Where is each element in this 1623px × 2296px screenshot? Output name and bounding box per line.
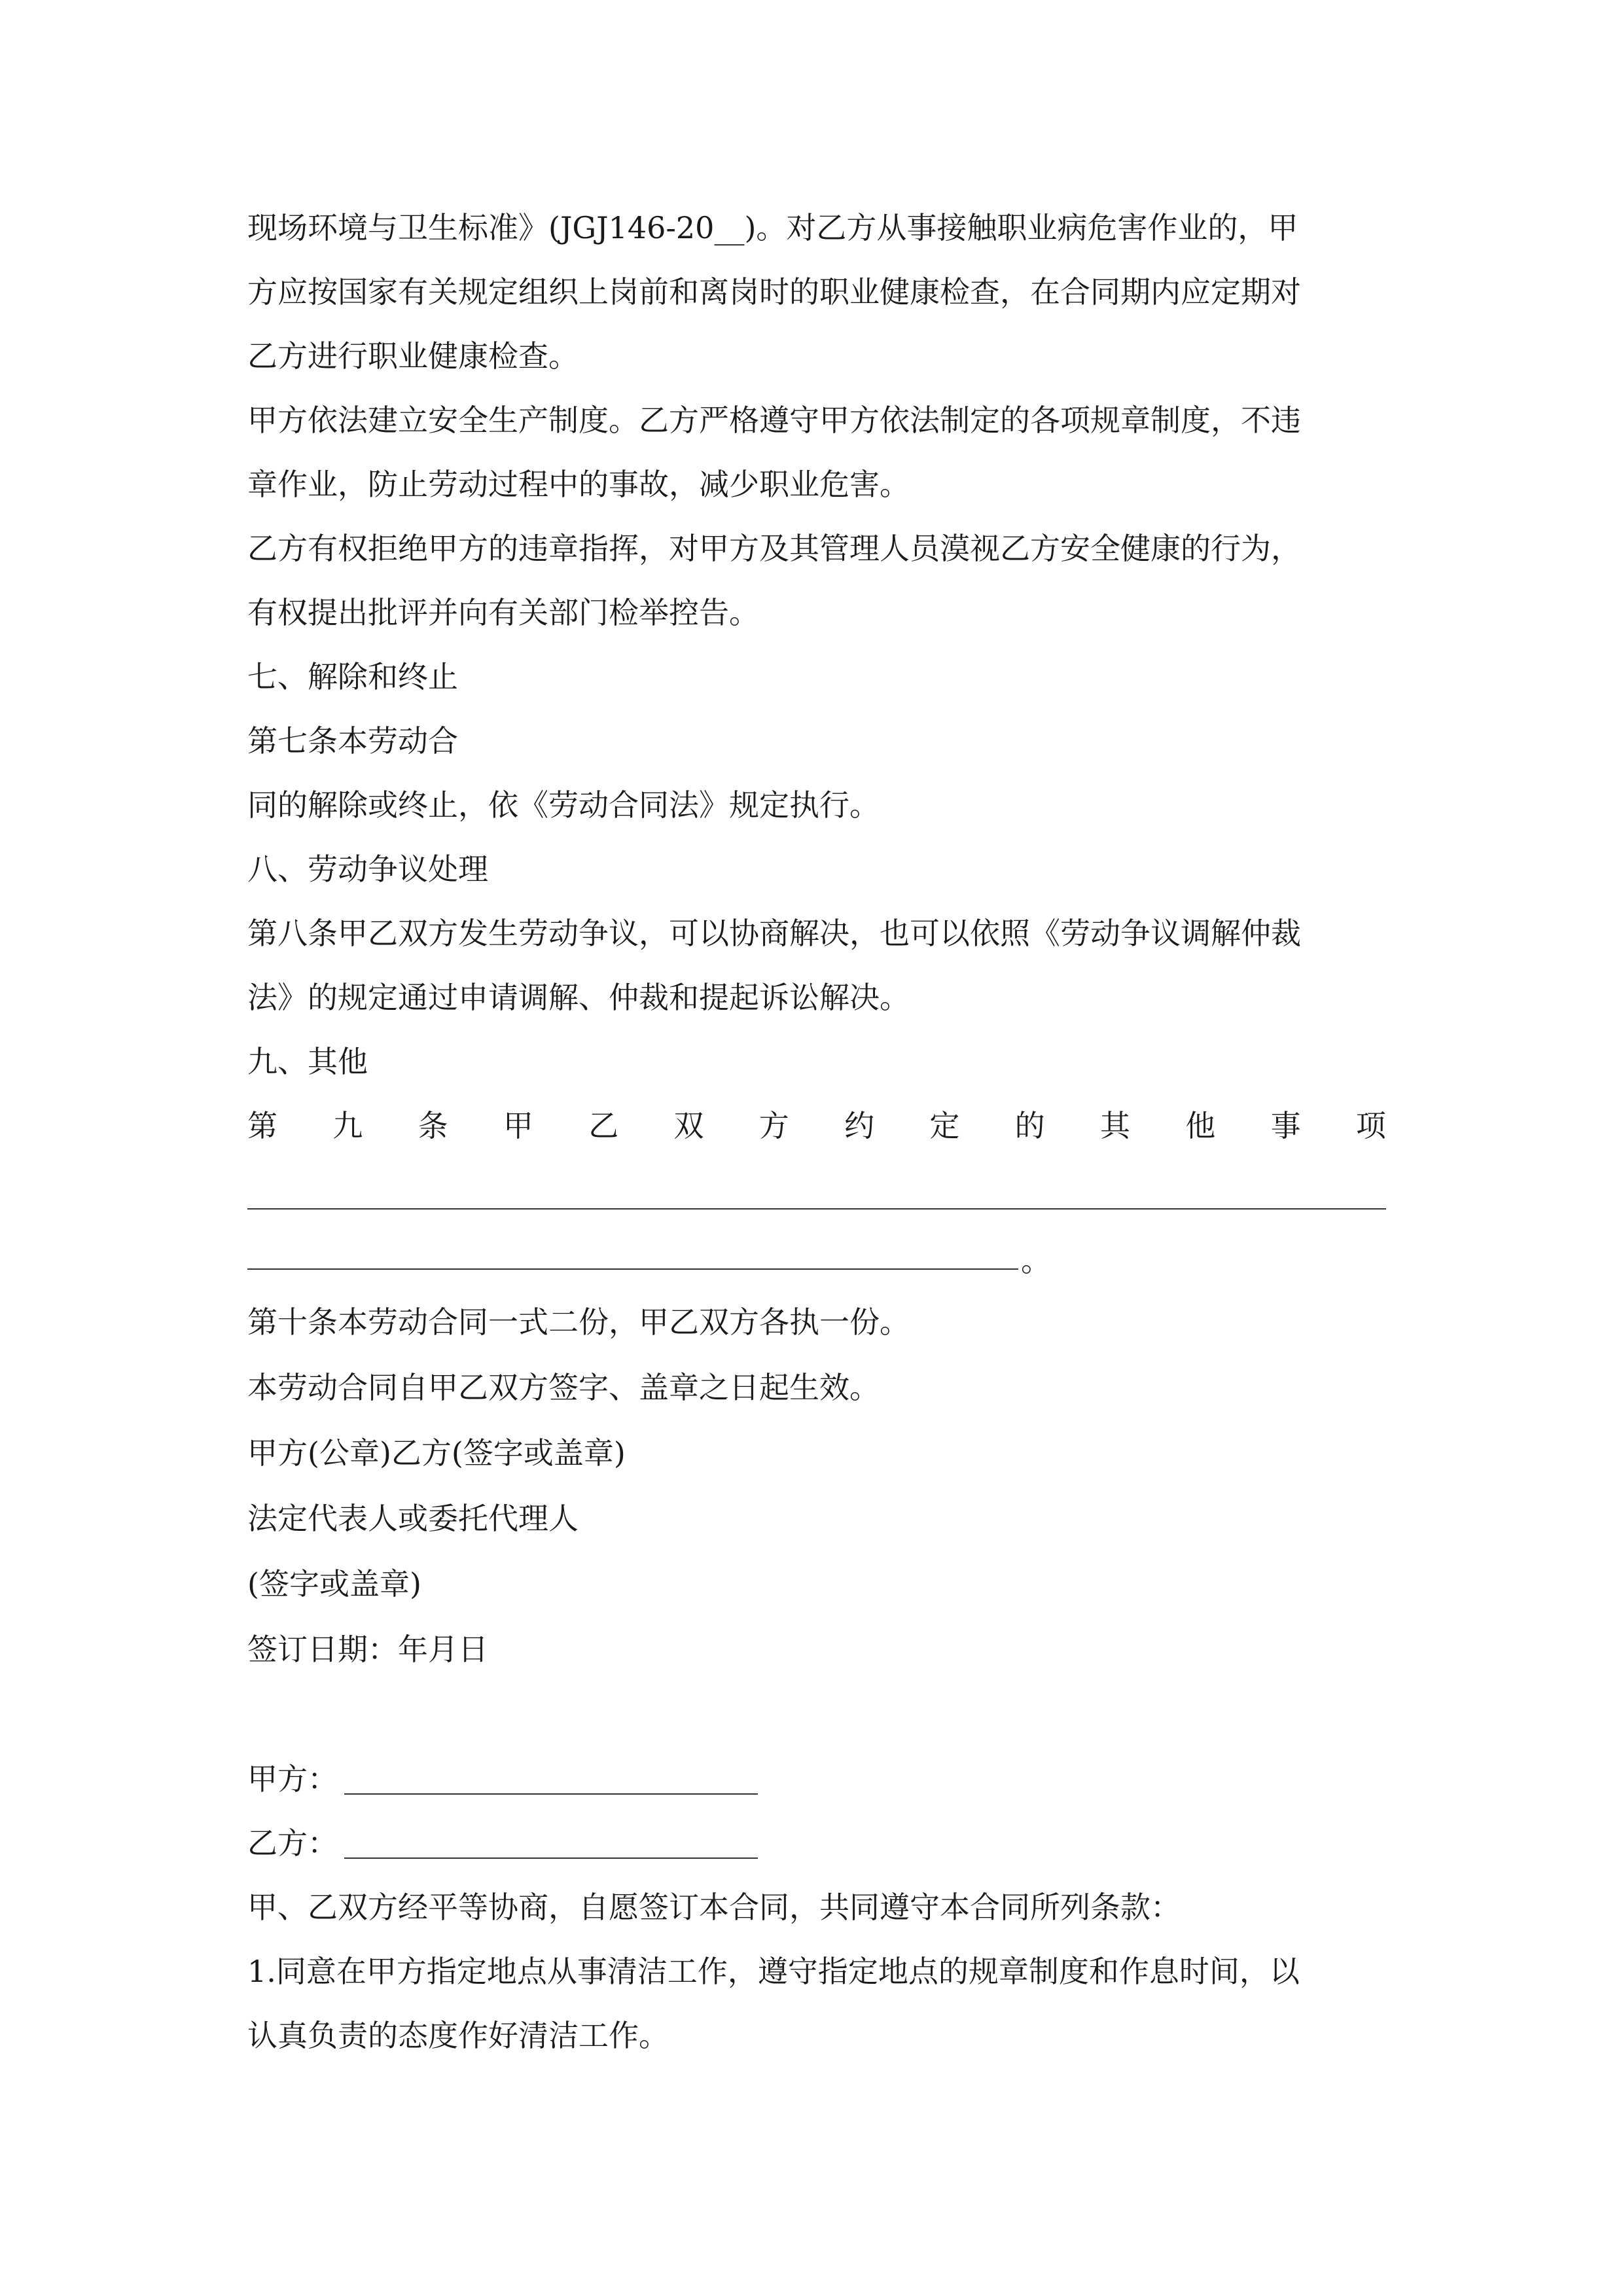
section-heading: 九、其他 [247, 1044, 368, 1079]
signature-line: 甲方(公章)乙方(签字或盖章) [247, 1435, 626, 1471]
text-line: 现场环境与卫生标准》(JGJ146-20__)。对乙方从事接触职业病危害作业的，甲 [247, 210, 1298, 245]
text-line: 认真负责的态度作好清洁工作。 [247, 2018, 669, 2053]
text-line: 第七条本劳动合 [247, 723, 458, 759]
section-heading: 七、解除和终止 [247, 659, 458, 694]
article-9-line [247, 1106, 1386, 1145]
text-line: 有权提出批评并向有关部门检举控告。 [247, 595, 759, 630]
text-line: 乙方进行职业健康检查。 [247, 338, 579, 374]
text-line: 法》的规定通过申请调解、仲裁和提起诉讼解决。 [247, 980, 910, 1015]
article-9-char: 条 [418, 1108, 448, 1143]
text-line: 甲、乙双方经平等协商，自愿签订本合同，共同遵守本合同所列条款： [247, 1890, 1181, 1925]
article-9-char: 其 [1099, 1108, 1130, 1143]
article-9-char: 的 [1014, 1108, 1045, 1143]
article-9-char: 约 [844, 1108, 875, 1143]
text-line: 第八条甲乙双方发生劳动争议，可以协商解决，也可以依照《劳动争议调解仲裁 [247, 916, 1301, 951]
text-line: 1.同意在甲方指定地点从事清洁工作，遵守指定地点的规章制度和作息时间，以 [247, 1954, 1300, 1989]
text-line: 本劳动合同自甲乙双方签字、盖章之日起生效。 [247, 1370, 880, 1405]
article-9-char: 项 [1355, 1108, 1386, 1143]
text-line: 乙方有权拒绝甲方的违章指挥，对甲方及其管理人员漠视乙方安全健康的行为， [247, 531, 1301, 566]
article-9-period: 。 [1021, 1243, 1051, 1278]
text-line: 同的解除或终止，依《劳动合同法》规定执行。 [247, 787, 880, 823]
article-9-char: 乙 [588, 1108, 619, 1143]
text-line: (签字或盖章) [247, 1566, 421, 1602]
fill-in-blank-line [247, 1268, 1018, 1270]
signing-date-line: 签订日期：年月日 [247, 1632, 488, 1667]
party-b-blank [344, 1857, 758, 1859]
article-9-char: 双 [673, 1108, 704, 1143]
text-line: 方应按国家有关规定组织上岗前和离岗时的职业健康检查，在合同期内应定期对 [247, 274, 1301, 310]
article-9-char: 方 [758, 1108, 789, 1143]
article-9-char: 他 [1185, 1108, 1216, 1143]
text-line: 章作业，防止劳动过程中的事故，减少职业危害。 [247, 467, 910, 502]
fill-in-blank-line [247, 1208, 1386, 1210]
party-b-label: 乙方： [247, 1825, 338, 1861]
party-a-label: 甲方： [247, 1761, 338, 1797]
article-9-char: 第 [247, 1108, 277, 1143]
section-heading: 八、劳动争议处理 [247, 852, 488, 887]
text-line: 法定代表人或委托代理人 [247, 1501, 579, 1536]
article-9-char: 事 [1270, 1108, 1301, 1143]
text-line: 第十条本劳动合同一式二份，甲乙双方各执一份。 [247, 1304, 910, 1340]
article-9-char: 定 [929, 1108, 960, 1143]
article-9-char: 九 [332, 1108, 363, 1143]
text-line: 甲方依法建立安全生产制度。乙方严格遵守甲方依法制定的各项规章制度，不违 [247, 403, 1301, 438]
party-a-blank [344, 1793, 758, 1795]
article-9-char: 甲 [503, 1108, 533, 1143]
